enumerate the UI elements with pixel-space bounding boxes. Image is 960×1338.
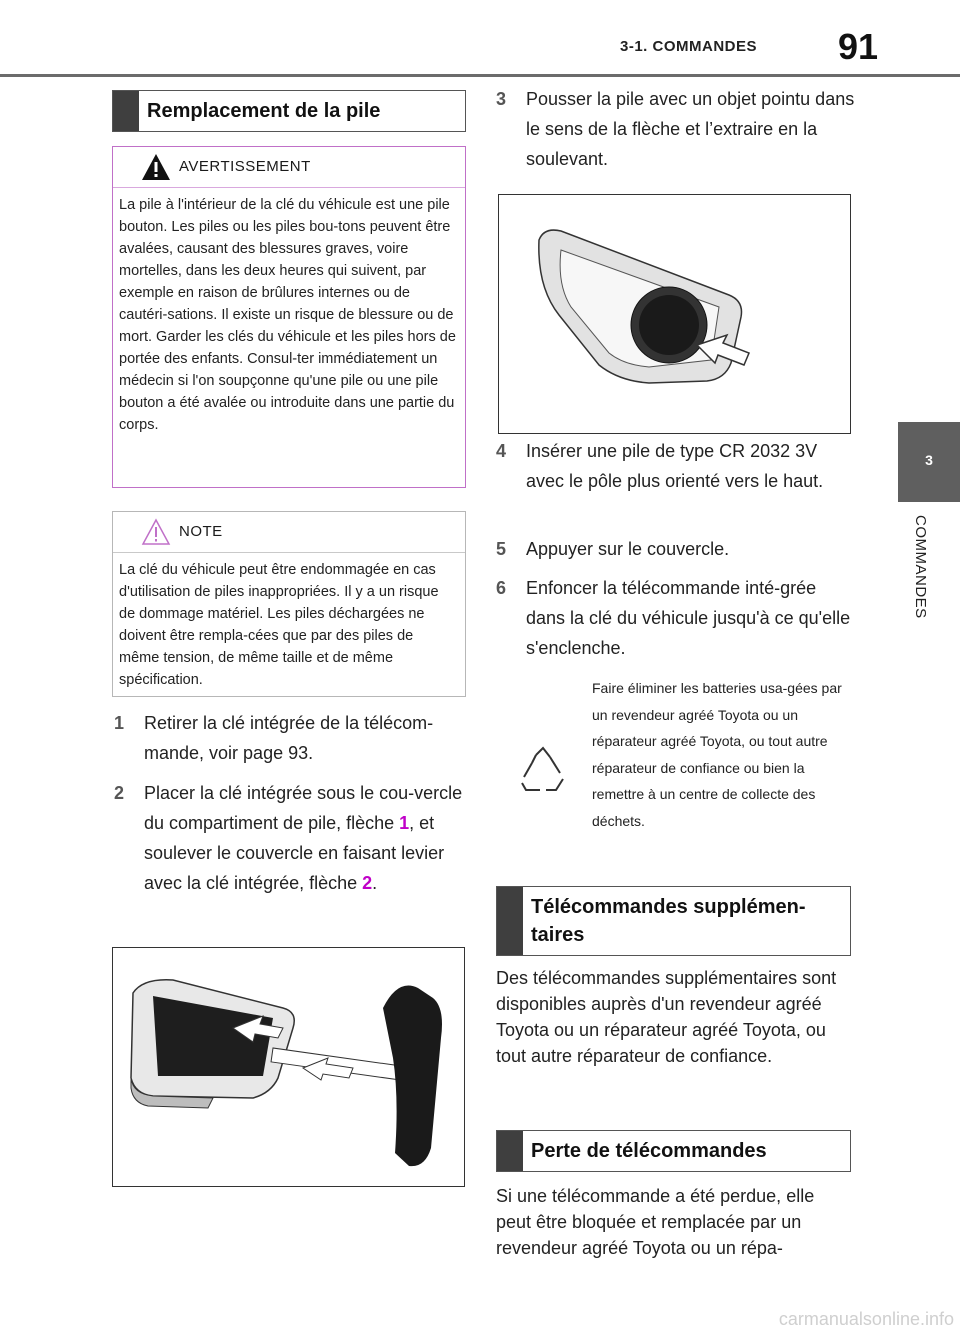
heading-bar (497, 887, 523, 955)
note-header (113, 512, 465, 553)
section-title: Perte de télécommandes (531, 1140, 767, 1162)
step-number: 6 (496, 578, 507, 598)
figure-key-removal (112, 947, 465, 1187)
warning-header (113, 147, 465, 188)
warning-text: La pile à l'intérieur de la clé du véhicule est une pile bouton. Les piles ou les piles bou-tons peuvent être avalées, causant des blessures graves, voire mortelles, dans les deux heures qui suivent, par exemple en raison de brûlures internes ou de cautéri-sations. Il existe un risque de blessure ou de mort. Garder les clés du véhicule et les piles hors de portée des enfants. Consul-ter immédiatement un médecin si l'on soupçonne qu'une pile ou une pile bouton a été avalée ou introduite dans une partie du corps. (119, 197, 456, 433)
section-title: Remplacement de la pile (147, 100, 381, 122)
running-header-section: 3-1. COMMANDES (620, 38, 758, 55)
battery-compartment-illustration (499, 195, 850, 433)
header-rule (0, 74, 960, 77)
step-text-part: . (372, 873, 378, 893)
recycle-icon (518, 745, 568, 795)
section-heading-battery (112, 90, 466, 132)
step-text: Enfoncer la télécommande inté-grée dans la clé du véhicule jusqu'à ce qu'elle s'enclenche. (526, 578, 851, 658)
arrow-ref-1: 1 (399, 813, 410, 833)
note-label: NOTE (179, 523, 223, 540)
caution-triangle-icon (141, 518, 171, 546)
note-box (112, 511, 466, 697)
step-text: Pousser la pile avec un objet pointu dans le sens de la flèche et l’extraire en la soulevant. (526, 89, 855, 169)
warning-triangle-icon (141, 153, 171, 181)
chapter-tab-label: COMMANDES (912, 515, 929, 619)
figure-battery-removal (498, 194, 851, 434)
step-4 (496, 436, 856, 526)
chapter-tab-number: 3 (898, 422, 960, 502)
step-number: 4 (496, 441, 507, 461)
heading-bar (113, 91, 139, 131)
heading-bar (497, 1131, 523, 1171)
step-text-part: Placer la clé intégrée sous le cou-vercle du compartiment de pile, flèche (144, 783, 463, 833)
note-text: La clé du véhicule peut être endommagée en cas d'utilisation de piles inappropriées. Il y a un risque de dommage matériel. Les piles déchargées ne doivent être rempla-cées que par des piles de même tension, de même taille et de même spécification. (119, 562, 439, 688)
step-number: 1 (114, 713, 125, 733)
step-text: Insérer une pile de type CR 2032 3V avec le pôle plus orienté vers le haut. (526, 441, 824, 491)
loss-paragraph: Si une télécommande a été perdue, elle peut être bloquée et remplacée par un revendeur agréé Toyota ou un répa- (496, 1186, 815, 1258)
arrow-ref-2: 2 (362, 873, 373, 893)
step-text (144, 778, 474, 898)
remotes-paragraph: Des télécommandes supplémentaires sont disponibles auprès d'un revendeur agréé Toyota ou un réparateur agréé Toyota, ou tout autre réparateur de confiance. (496, 968, 837, 1066)
step-2 (114, 778, 474, 928)
page-number: 91 (838, 26, 879, 67)
step-number: 5 (496, 539, 507, 559)
step-3 (496, 84, 856, 174)
step-number: 2 (114, 783, 125, 803)
watermark: carmanualsonline.info (778, 1309, 954, 1329)
section-heading-loss (496, 1130, 851, 1172)
recycle-text: Faire éliminer les batteries usa-gées par un revendeur agréé Toyota ou un réparateur agréé Toyota, ou tout autre réparateur de confiance ou bien la remettre à un centre de collecte des déchets. (592, 680, 842, 829)
section-heading-remotes (496, 886, 851, 956)
warning-label: AVERTISSEMENT (179, 158, 311, 175)
step-text: Retirer la clé intégrée de la télécom-mande, voir page 93. (144, 713, 434, 763)
step-text-part: , et soulever le couvercle en faisant levier avec la clé intégrée, flèche (144, 813, 445, 893)
warning-box (112, 146, 466, 488)
step-5 (496, 534, 856, 564)
section-title: Télécommandes supplémen- taires (531, 896, 806, 946)
step-1 (114, 708, 474, 768)
step-text: Appuyer sur le couvercle. (526, 539, 730, 559)
step-6 (496, 573, 856, 663)
step-number: 3 (496, 89, 507, 109)
key-fob-illustration (113, 948, 464, 1186)
